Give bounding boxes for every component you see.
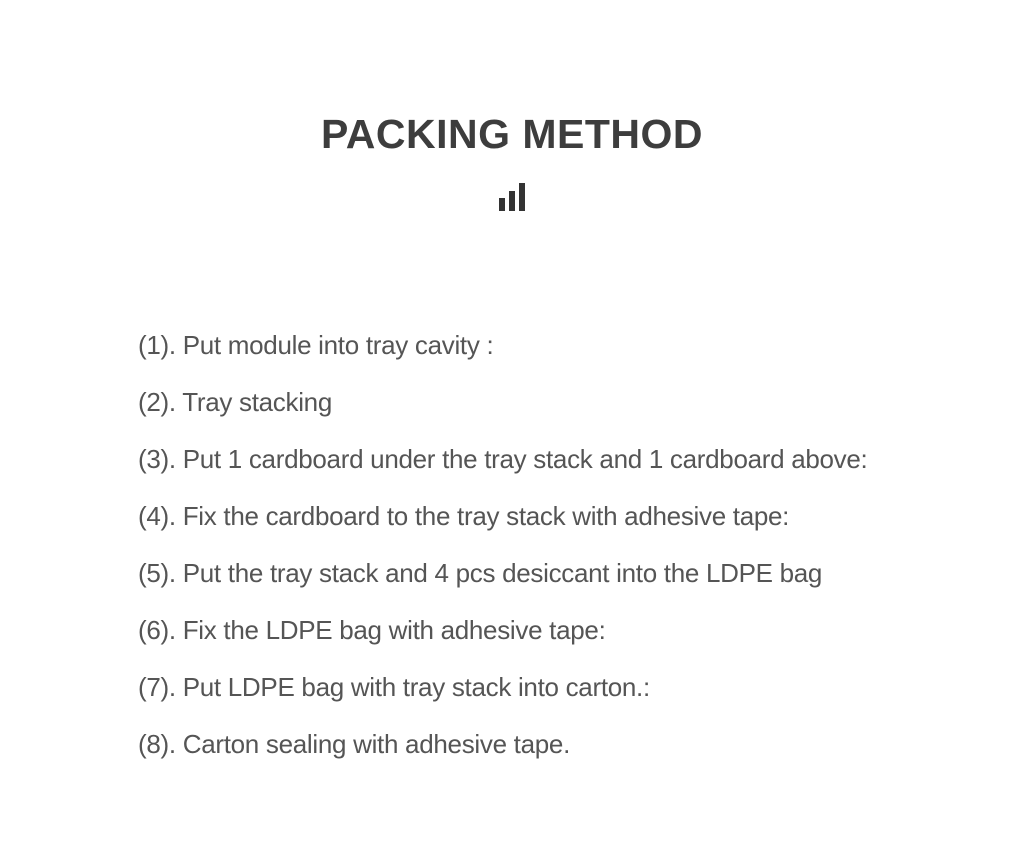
step-item-8: (8). Carton sealing with adhesive tape.	[138, 729, 570, 760]
step-item-6: (6). Fix the LDPE bag with adhesive tape:	[138, 615, 606, 646]
bar-chart-icon-bar-medium	[509, 191, 515, 211]
packing-steps-list	[138, 317, 886, 773]
step-item-1: (1). Put module into tray cavity :	[138, 330, 494, 361]
bar-chart-icon-bar-tall	[519, 183, 525, 211]
step-item-2: (2). Tray stacking	[138, 387, 332, 418]
page-title: PACKING METHOD	[320, 111, 704, 157]
step-item-3: (3). Put 1 cardboard under the tray stack and 1 cardboard above:	[138, 444, 868, 475]
step-item-5: (5). Put the tray stack and 4 pcs desiccant into the LDPE bag	[138, 558, 823, 589]
bar-chart-icon-bar-short	[499, 198, 505, 211]
step-item-4: (4). Fix the cardboard to the tray stack with adhesive tape:	[138, 501, 790, 532]
step-item-7: (7). Put LDPE bag with tray stack into carton.:	[138, 672, 650, 703]
bar-chart-icon	[0, 183, 1024, 211]
